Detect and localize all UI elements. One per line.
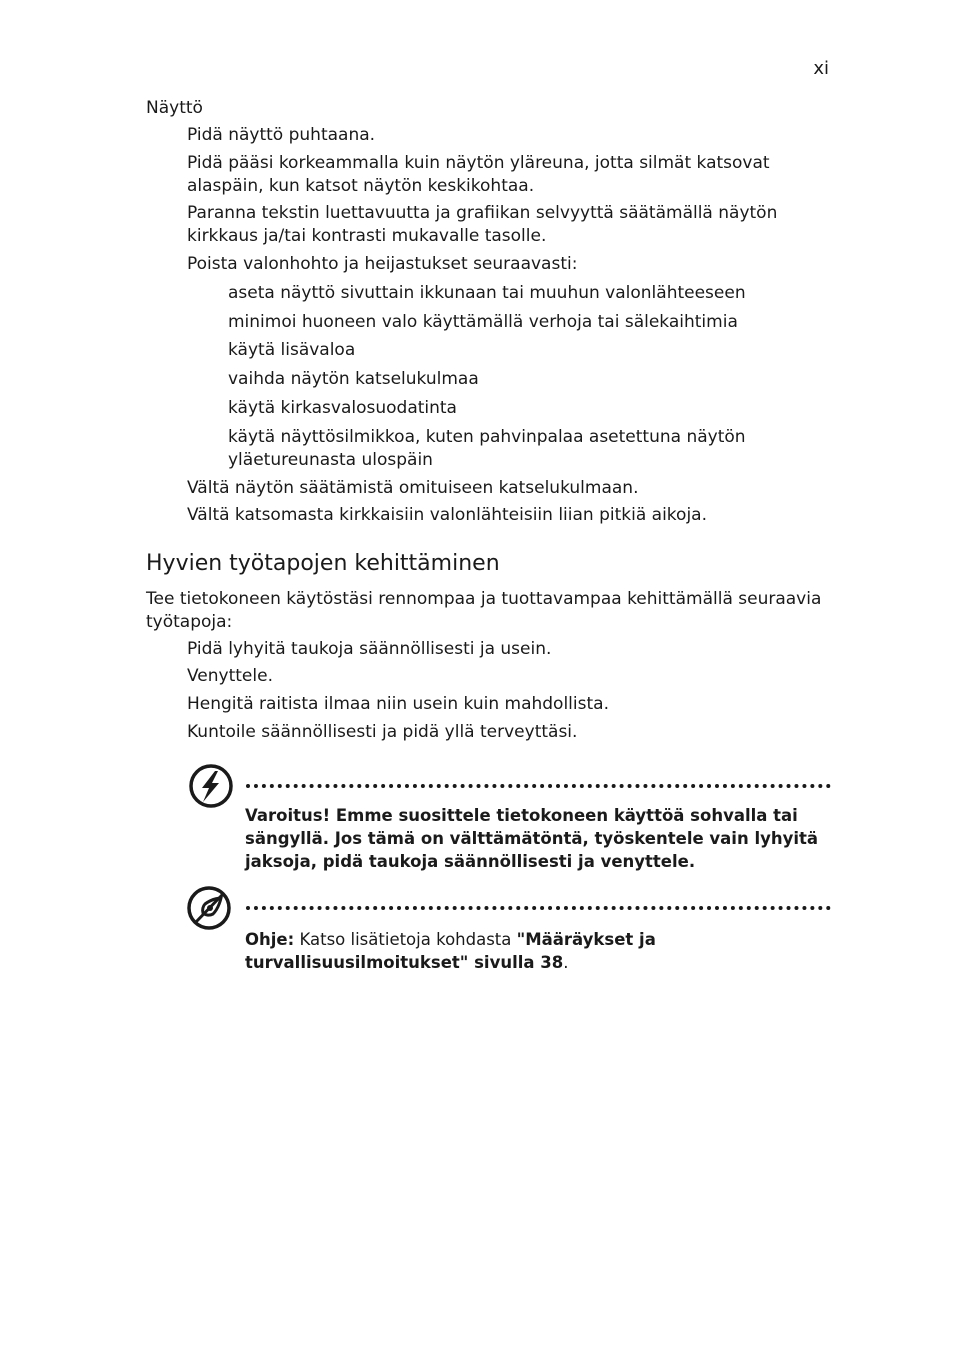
note-label: Ohje: (245, 930, 295, 949)
warning-text: Varoitus! Emme suosittele tietokoneen käyttöä sohvalla tai sängyllä. Jos tämä on välttämätöntä, työskentele vain lyhyitä jaksoja, pidä taukoja säännöllisesti ja venyttele. (245, 806, 819, 871)
sub-list-item: minimoi huoneen valo käyttämällä verhoja tai sälekaihtimia (228, 312, 738, 332)
page-number: xi (813, 58, 829, 79)
list-item: Pidä pääsi korkeammalla kuin näytön yläreuna, jotta silmät katsovat alaspäin, kun katsot näytön keskikohtaa. (187, 153, 770, 196)
note-body: Katso lisätietoja kohdasta (294, 930, 517, 949)
list-item: Pidä näyttö puhtaana. (187, 125, 376, 145)
list-item: Poista valonhohto ja heijastukset seuraavasti: (187, 254, 578, 274)
divider (246, 784, 831, 788)
sub-list-item: käytä kirkasvalosuodatinta (228, 398, 457, 418)
section-heading: Hyvien työtapojen kehittäminen (146, 551, 500, 576)
list-item: Paranna tekstin luettavuutta ja grafiikan selvyyttä säätämällä näytön kirkkaus ja/tai kontrasti mukavalle tasolle. (187, 203, 778, 246)
list-item: Kuntoile säännöllisesti ja pidä yllä terveyttäsi. (187, 722, 578, 742)
divider (246, 906, 831, 910)
list-item: Hengitä raitista ilmaa niin usein kuin mahdollista. (187, 694, 609, 714)
section-label-display: Näyttö (146, 98, 203, 118)
list-item: Venyttele. (187, 666, 273, 686)
note-reference-link[interactable]: "Määräykset ja turvallisuusilmoitukset" sivulla 38 (245, 930, 656, 972)
sub-list-item: aseta näyttö sivuttain ikkunaan tai muuhun valonlähteeseen (228, 283, 746, 303)
note-text (245, 928, 825, 974)
sub-list-item: käytä lisävaloa (228, 340, 356, 360)
sub-list-item: vaihda näytön katselukulmaa (228, 369, 479, 389)
note-pen-icon (185, 884, 233, 932)
list-item: Vältä näytön säätämistä omituiseen katselukulmaan. (187, 478, 639, 498)
note-end: . (563, 953, 569, 972)
list-item: Vältä katsomasta kirkkaisiin valonlähteisiin liian pitkiä aikoja. (187, 505, 707, 525)
section-intro: Tee tietokoneen käytöstäsi rennompaa ja tuottavampaa kehittämällä seuraavia työtapoja: (146, 589, 822, 632)
warning-lightning-icon (185, 762, 233, 810)
sub-list-item: käytä näyttösilmikkoa, kuten pahvinpalaa asetettuna näytön yläetureunasta ulospäin (228, 427, 746, 470)
list-item: Pidä lyhyitä taukoja säännöllisesti ja usein. (187, 639, 552, 659)
